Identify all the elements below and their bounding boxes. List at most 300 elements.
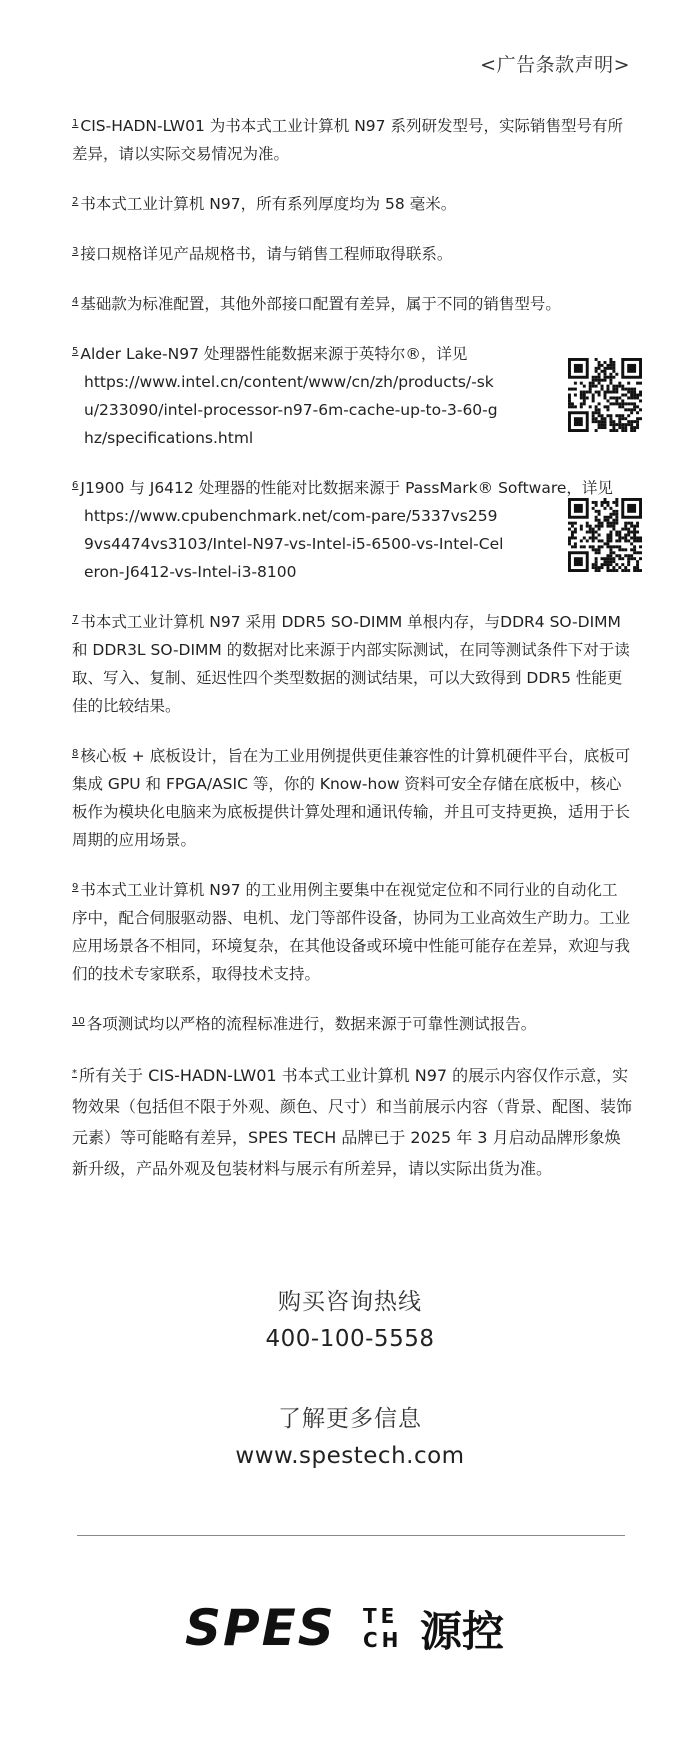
qr-module [612,423,615,426]
qr-module [598,414,601,417]
qr-module [601,388,604,391]
footnote-marker: 9 [72,882,79,893]
qr-module [598,548,601,551]
qr-module [609,376,612,379]
qr-module [598,513,601,516]
qr-module [636,569,639,572]
qr-module [568,396,571,399]
qr-module [592,539,595,542]
qr-module [621,426,624,429]
qr-module [639,557,642,560]
qr-module [630,542,633,545]
qr-module [633,525,636,528]
qr-module [609,545,612,548]
qr-module [604,379,607,382]
qr-module [604,516,607,519]
qr-module [621,417,624,420]
qr-module [627,563,630,566]
qr-module [615,539,618,542]
qr-module [618,423,621,426]
qr-module [586,391,589,394]
qr-module [615,504,618,507]
qr-module [633,396,636,399]
footnote-8 [72,742,632,854]
qr-module [589,388,592,391]
qr-module [601,385,604,388]
qr-module [612,420,615,423]
qr-module [624,423,627,426]
qr-module [624,522,627,525]
qr-module [612,560,615,563]
qr-module [627,569,630,572]
intel-spec-link[interactable]: https://www.intel.cn/content/www/cn/zh/products/-sku/233090/intel-processor-n97-6m-cache-up-to-3-60-ghz/specifications.html [84,373,498,447]
qr-module [633,402,636,405]
qr-module [636,394,639,397]
qr-module [574,542,577,545]
qr-module [615,563,618,566]
qr-module [595,504,598,507]
qr-module [598,566,601,569]
footnote-text: Alder Lake-N97 处理器性能数据来源于英特尔®，详见 [80,345,468,363]
qr-module [612,391,615,394]
qr-module [624,402,627,405]
qr-module [604,370,607,373]
qr-module [618,405,621,408]
qr-module [568,394,571,397]
qr-module [606,557,609,560]
qr-module [609,536,612,539]
footnote-marker: 4 [72,296,79,307]
footnote-text: 所有关于 CIS-HADN-LW01 书本式工业计算机 N97 的展示内容仅作示意，实物效果（包括但不限于外观、颜色、尺寸）和当前展示内容（背景、配图、装饰元素）等可能略有差异，SPES TECH 品牌已于 2025 年 3 月启动品牌形象焕新升级，产品外观及包装材料与展示有所差异，请以实际出货为准。 [72,1066,633,1178]
passmark-compare-link[interactable]: https://www.cpubenchmark.net/com-pare/5337vs2599vs4474vs3103/Intel-N97-vs-Intel-i5-6500-vs-Intel-Celeron-J6412-vs-Intel-i3-8100 [84,507,504,581]
qr-module [598,361,601,364]
qr-module [624,569,627,572]
qr-module [601,414,604,417]
qr-module [627,539,630,542]
qr-module [630,554,633,557]
qr-module [589,545,592,548]
footnote-marker: 6 [72,480,79,491]
qr-module [609,569,612,572]
qr-module [630,522,633,525]
qr-module [624,417,627,420]
footnote-3 [72,240,632,268]
footnote-marker: * [72,1068,77,1079]
qr-module [601,545,604,548]
qr-module [595,408,598,411]
footnote-1 [72,112,632,168]
qr-finder-pattern [574,364,583,373]
qr-module [606,501,609,504]
qr-module [609,554,612,557]
qr-module [636,525,639,528]
qr-module [609,548,612,551]
qr-module [627,522,630,525]
qr-module [571,405,574,408]
qr-module [612,388,615,391]
qr-module [586,396,589,399]
qr-module [612,376,615,379]
qr-module [568,522,571,525]
qr-module [615,402,618,405]
hotline-label: 购买咨询热线 [278,1289,422,1315]
qr-module [624,525,627,528]
qr-module [633,536,636,539]
qr-finder-pattern [574,557,583,566]
qr-module [636,539,639,542]
qr-module [609,557,612,560]
qr-module [592,414,595,417]
qr-module [609,539,612,542]
qr-module [601,364,604,367]
qr-module [633,426,636,429]
qr-module [589,531,592,534]
qr-module [618,414,621,417]
footnotes-list [72,112,632,1206]
website-link[interactable]: www.spestech.com [235,1443,465,1469]
qr-module [627,391,630,394]
qr-module [606,554,609,557]
qr-module [615,423,618,426]
qr-module [615,429,618,432]
qr-module [586,525,589,528]
qr-module [630,536,633,539]
qr-module [621,557,624,560]
qr-module [609,429,612,432]
qr-module [633,545,636,548]
qr-module [604,557,607,560]
qr-module [595,379,598,382]
qr-module [604,507,607,510]
qr-module [615,399,618,402]
qr-module [618,557,621,560]
qr-module [615,545,618,548]
qr-module [604,361,607,364]
qr-module [601,563,604,566]
qr-module [609,516,612,519]
qr-module [583,394,586,397]
qr-module [598,379,601,382]
qr-module [624,429,627,432]
qr-module [627,554,630,557]
qr-module [627,534,630,537]
qr-module [621,388,624,391]
qr-module [592,417,595,420]
qr-module [598,551,601,554]
qr-module [636,536,639,539]
qr-module [606,391,609,394]
qr-module [592,528,595,531]
qr-module [606,560,609,563]
footer-divider [77,1535,625,1536]
qr-module [609,364,612,367]
footnote-text: 各项测试均以严格的流程标准进行，数据来源于可靠性测试报告。 [86,1015,537,1033]
qr-module [636,560,639,563]
footnote-6 [72,474,632,586]
qr-module [601,370,604,373]
qr-module [624,566,627,569]
footnote-marker: 3 [72,246,79,257]
qr-module [615,391,618,394]
qr-module [639,399,642,402]
qr-module [568,539,571,542]
qr-module [624,536,627,539]
footnote-4 [72,290,632,318]
qr-module [621,423,624,426]
qr-module [633,531,636,534]
qr-module [604,563,607,566]
footnote-text: J1900 与 J6412 处理器的性能对比数据来源于 PassMark® Software，详见 [80,479,613,497]
qr-module [606,536,609,539]
qr-module [595,385,598,388]
qr-module [598,528,601,531]
qr-module [589,528,592,531]
qr-module [592,385,595,388]
qr-module [595,417,598,420]
qr-module [601,557,604,560]
qr-module [612,396,615,399]
qr-module [595,525,598,528]
qr-module [580,528,583,531]
qr-module [612,566,615,569]
qr-module [592,536,595,539]
qr-module [580,525,583,528]
qr-module [630,408,633,411]
qr-module [571,525,574,528]
qr-module [586,539,589,542]
qr-module [595,411,598,414]
qr-module [639,545,642,548]
display-disclaimer [72,1060,632,1184]
qr-module [592,534,595,537]
footnote-marker: 10 [72,1016,85,1027]
footnote-text: 核心板 + 底板设计，旨在为工业用例提供更佳兼容性的计算机硬件平台，底板可集成 GPU 和 FPGA/ASIC 等，你的 Know-how 资料可安全存储在底板中，核心板作为模块化电脑来为底板提供计算处理和通讯传输，并且可支持更换，适用于长周期的应用场景。 [72,747,631,849]
qr-module [627,528,630,531]
qr-module [604,501,607,504]
qr-module [612,525,615,528]
qr-module [636,417,639,420]
qr-module [624,408,627,411]
footnote-marker: 1 [72,118,79,129]
qr-module [580,405,583,408]
qr-module [592,376,595,379]
qr-module [621,536,624,539]
qr-module [595,519,598,522]
qr-module [612,557,615,560]
qr-module [630,391,633,394]
qr-module [606,405,609,408]
qr-module [612,569,615,572]
qr-module [630,402,633,405]
qr-module [618,531,621,534]
qr-module [618,382,621,385]
qr-module [621,429,624,432]
qr-module [598,522,601,525]
qr-module [568,528,571,531]
qr-module [612,510,615,513]
qr-module [612,370,615,373]
qr-module [627,388,630,391]
qr-module [595,358,598,361]
qr-module [609,402,612,405]
qr-module [636,563,639,566]
qr-module [621,528,624,531]
qr-module [604,560,607,563]
qr-module [630,531,633,534]
qr-module [595,536,598,539]
qr-module [627,560,630,563]
qr-module [633,557,636,560]
qr-module [595,370,598,373]
footnote-10 [72,1010,632,1038]
qr-module [571,534,574,537]
qr-module [624,539,627,542]
qr-module [574,545,577,548]
qr-module [636,522,639,525]
qr-module [586,522,589,525]
qr-module [589,382,592,385]
qr-module [636,382,639,385]
qr-finder-pattern [627,364,636,373]
qr-module [606,569,609,572]
qr-module [598,510,601,513]
qr-module [606,563,609,566]
qr-module [627,557,630,560]
qr-module [601,525,604,528]
qr-module [574,382,577,385]
qr-module [618,539,621,542]
qr-module [612,426,615,429]
qr-module [598,545,601,548]
qr-module [604,373,607,376]
qr-module [598,408,601,411]
qr-module [630,388,633,391]
qr-module [615,513,618,516]
qr-module [574,394,577,397]
qr-module [615,531,618,534]
qr-module [583,396,586,399]
qr-module [624,426,627,429]
qr-module [586,531,589,534]
qr-module [621,402,624,405]
qr-module [618,426,621,429]
qr-module [604,417,607,420]
qr-module [621,399,624,402]
qr-module [583,391,586,394]
qr-module [633,405,636,408]
qr-module [627,396,630,399]
qr-module [621,385,624,388]
qr-module [615,510,618,513]
qr-module [615,522,618,525]
qr-module [639,551,642,554]
hotline-section [0,1283,700,1352]
qr-module [592,379,595,382]
footnote-9 [72,876,632,988]
qr-module [583,402,586,405]
hotline-number[interactable]: 400-100-5558 [265,1326,435,1352]
qr-module [618,420,621,423]
qr-module [601,426,604,429]
qr-module [574,522,577,525]
qr-module [627,402,630,405]
qr-module [618,545,621,548]
qr-module [568,542,571,545]
qr-module [606,522,609,525]
qr-module [583,545,586,548]
qr-module [604,519,607,522]
qr-module [595,376,598,379]
qr-module [592,501,595,504]
qr-module [601,379,604,382]
qr-module [595,501,598,504]
qr-module [598,420,601,423]
qr-finder-pattern [627,504,636,513]
footnote-marker: 2 [72,196,79,207]
qr-module [624,528,627,531]
qr-module [609,507,612,510]
qr-module [604,396,607,399]
qr-module [595,420,598,423]
footnote-text: 接口规格详见产品规格书，请与销售工程师取得联系。 [80,245,453,263]
qr-module [633,429,636,432]
qr-module [598,376,601,379]
qr-module [609,423,612,426]
qr-module [630,423,633,426]
qr-module [633,569,636,572]
qr-module [609,396,612,399]
qr-module [595,566,598,569]
qr-module [636,405,639,408]
qr-module [589,536,592,539]
qr-module [571,545,574,548]
footnote-text: 书本式工业计算机 N97，所有系列厚度均为 58 毫米。 [80,195,457,213]
qr-module [624,548,627,551]
qr-module [595,510,598,513]
qr-module [615,569,618,572]
qr-module [571,531,574,534]
info-section [0,1400,700,1469]
qr-module [583,536,586,539]
qr-module [592,566,595,569]
qr-finder-pattern [574,417,583,426]
qr-module [568,402,571,405]
qr-module [609,513,612,516]
footnote-marker: 7 [72,614,79,625]
qr-module [639,382,642,385]
passmark-qr-code-icon [568,498,642,572]
qr-module [609,358,612,361]
qr-module [612,522,615,525]
info-label: 了解更多信息 [278,1406,422,1432]
qr-module [604,405,607,408]
footnote-text: 书本式工业计算机 N97 的工业用例主要集中在视觉定位和不同行业的自动化工序中，配合伺服驱动器、电机、龙门等部件设备，协同为工业高效生产助力。工业应用场景各不相同，环境复杂，在其他设备或环境中性能可能存在差异，欢迎与我们的技术专家联系，取得技术支持。 [72,881,631,983]
qr-module [598,525,601,528]
qr-module [621,563,624,566]
qr-module [606,367,609,370]
qr-module [615,388,618,391]
qr-module [606,539,609,542]
qr-module [595,391,598,394]
qr-module [580,391,583,394]
qr-module [615,385,618,388]
qr-module [636,426,639,429]
logo-sub-bottom: CH [363,1628,403,1652]
qr-module [630,525,633,528]
qr-module [639,539,642,542]
qr-module [609,551,612,554]
footnote-7 [72,608,632,720]
